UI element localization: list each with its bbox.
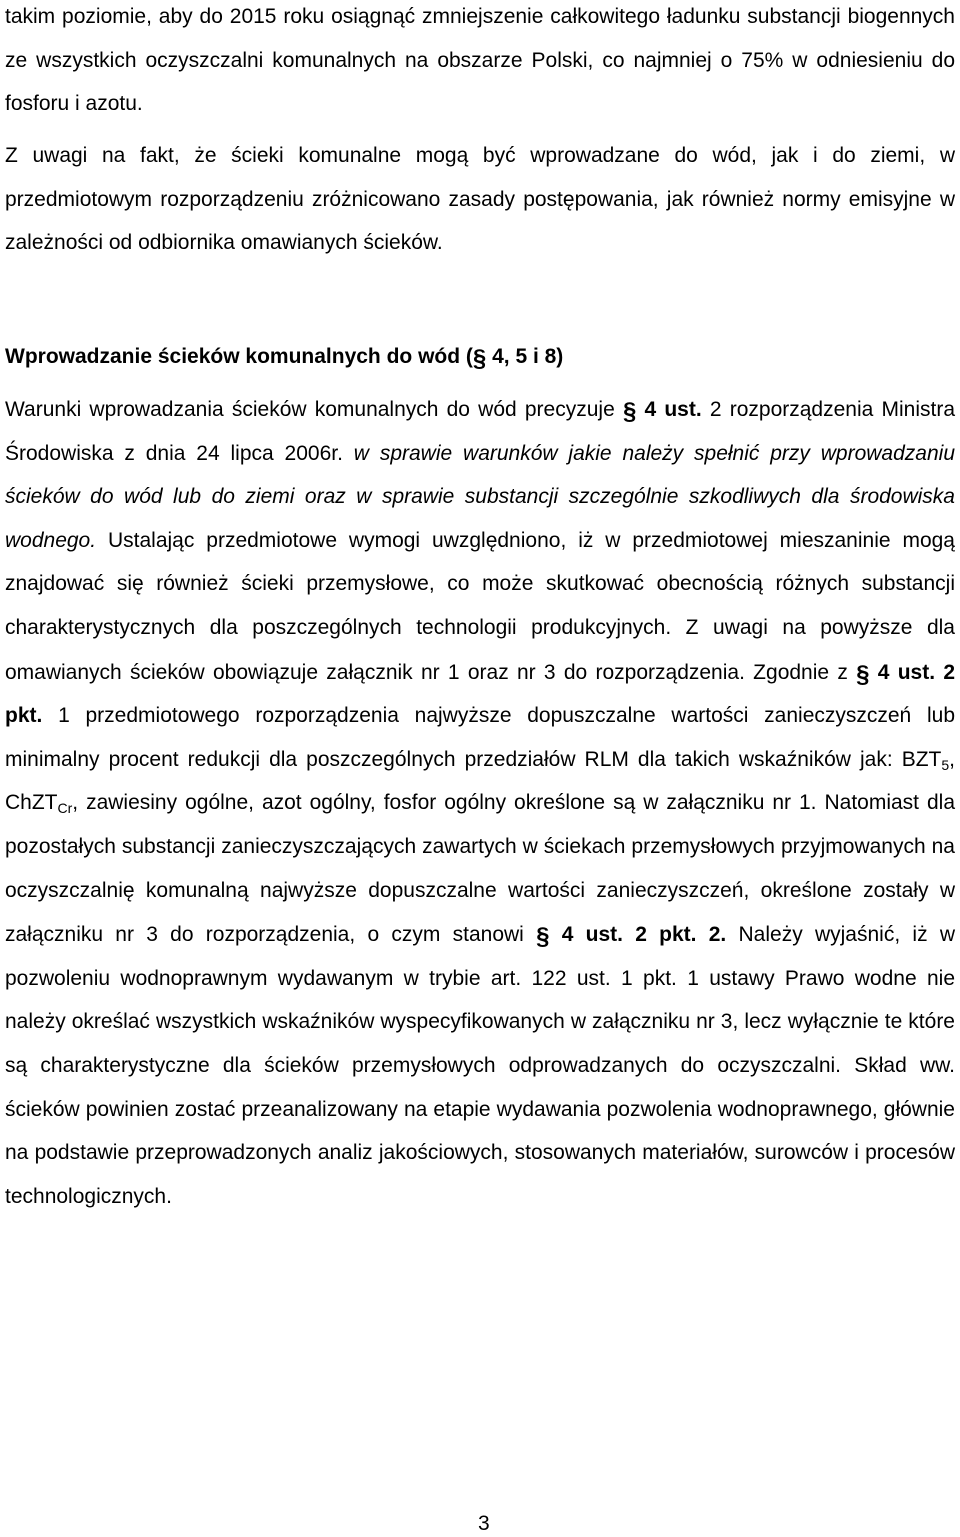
paragraph-conditions (5, 387, 955, 1218)
p3-text-7: Należy wyjaśnić, iż w pozwoleniu wodnoprawnym wydawanym w trybie art. 122 ust. 1 pkt. 1 ustawy Prawo wodne nie należy określać wszystkich wskaźników wyspecyfikowanych w załączniku nr 3, lecz wyłącznie te które są charakterystyczne dla ścieków przemysłowych odprowadzanych do oczyszczalni. Skład ww. ścieków powinien zostać przeanalizowany na etapie wydawania pozwolenia wodnoprawnego, głównie na podstawie przeprowadzonych analiz jakościowych, stosowanych materiałów, surowców i procesów technologicznych. (5, 923, 955, 1208)
p3-text-4: 1 przedmiotowego rozporządzenia najwyższe dopuszczalne wartości zanieczyszczeń lub minimalny procent redukcji dla poszczególnych przedziałów RLM dla takich wskaźników jak: BZT (5, 704, 955, 771)
p3-bold-2: 4 ust. 2 pkt. (5, 660, 955, 728)
p3-italic-regulation-title: w sprawie warunków jakie należy spełnić przy wprowadzaniu ścieków do wód lub do ziemi oraz w sprawie substancji szczególnie szkodliwych dla środowiska wodnego. (5, 441, 955, 552)
p3-bold-3: 4 ust. 2 pkt. 2. (549, 923, 727, 947)
p3-text-5: , ChZT (5, 747, 955, 815)
section-sign-3: § (536, 923, 550, 951)
paragraph-wastewater-rules: Z uwagi na fakt, że ścieki komunalne mogą być wprowadzane do wód, jak i do ziemi, w przedmiotowym rozporządzeniu zróżnicowano zasady postępowania, jak również normy emisyjne w zależności od odbiornika omawianych ścieków. (5, 144, 955, 255)
p3-text-3: Ustalając przedmiotowe wymogi uwzględniono, iż w przedmiotowej mieszaninie mogą znajdować się również ścieki przemysłowe, co może skutkować obecnością różnych substancji charakterystycznych dla poszczególnych technologii produkcyjnych. Z uwagi na powyższe dla omawianych ścieków obowiązuje załącznik nr 1 oraz nr 3 do rozporządzenia. Zgodnie z (5, 528, 955, 684)
page-number: 3 (478, 1512, 490, 1535)
subscript-5: 5 (941, 756, 950, 773)
p3-text-6: , zawiesiny ogólne, azot ogólny, fosfor ogólny określone są w załączniku nr 1. Natomiast dla pozostałych substancji zanieczyszczających zawartych w ściekach przemysłowych przyjmowanych na oczyszczalnię komunalną najwyższe dopuszczalne wartości zanieczyszczeń, określone zostały w załączniku nr 3 do rozporządzenia, o czym stanowi (5, 791, 955, 947)
heading-text-before: Wprowadzanie ścieków komunalnych do wód ( (5, 345, 473, 368)
section-sign-2: § (856, 660, 870, 688)
paragraph-intro: takim poziomie, aby do 2015 roku osiągnąć zmniejszenie całkowitego ładunku substancji biogennych ze wszystkich oczyszczalni komunalnych na obszarze Polski, co najmniej o 75% w odniesieniu do fosforu i azotu. (5, 5, 955, 116)
section-sign-1: § (622, 398, 637, 425)
p3-bold-1: 4 ust. (636, 398, 702, 421)
p3-text-2: 2 rozporządzenia Ministra Środowiska z dnia 24 lipca 2006r. (5, 398, 956, 465)
subscript-cr: Cr (57, 800, 73, 817)
section-sign-heading: § (472, 345, 487, 372)
p3-text-1: Warunki wprowadzania ścieków komunalnych do wód precyzuje (5, 398, 623, 421)
heading-text-after: 4, 5 i 8) (486, 345, 564, 368)
section-heading (5, 334, 563, 379)
